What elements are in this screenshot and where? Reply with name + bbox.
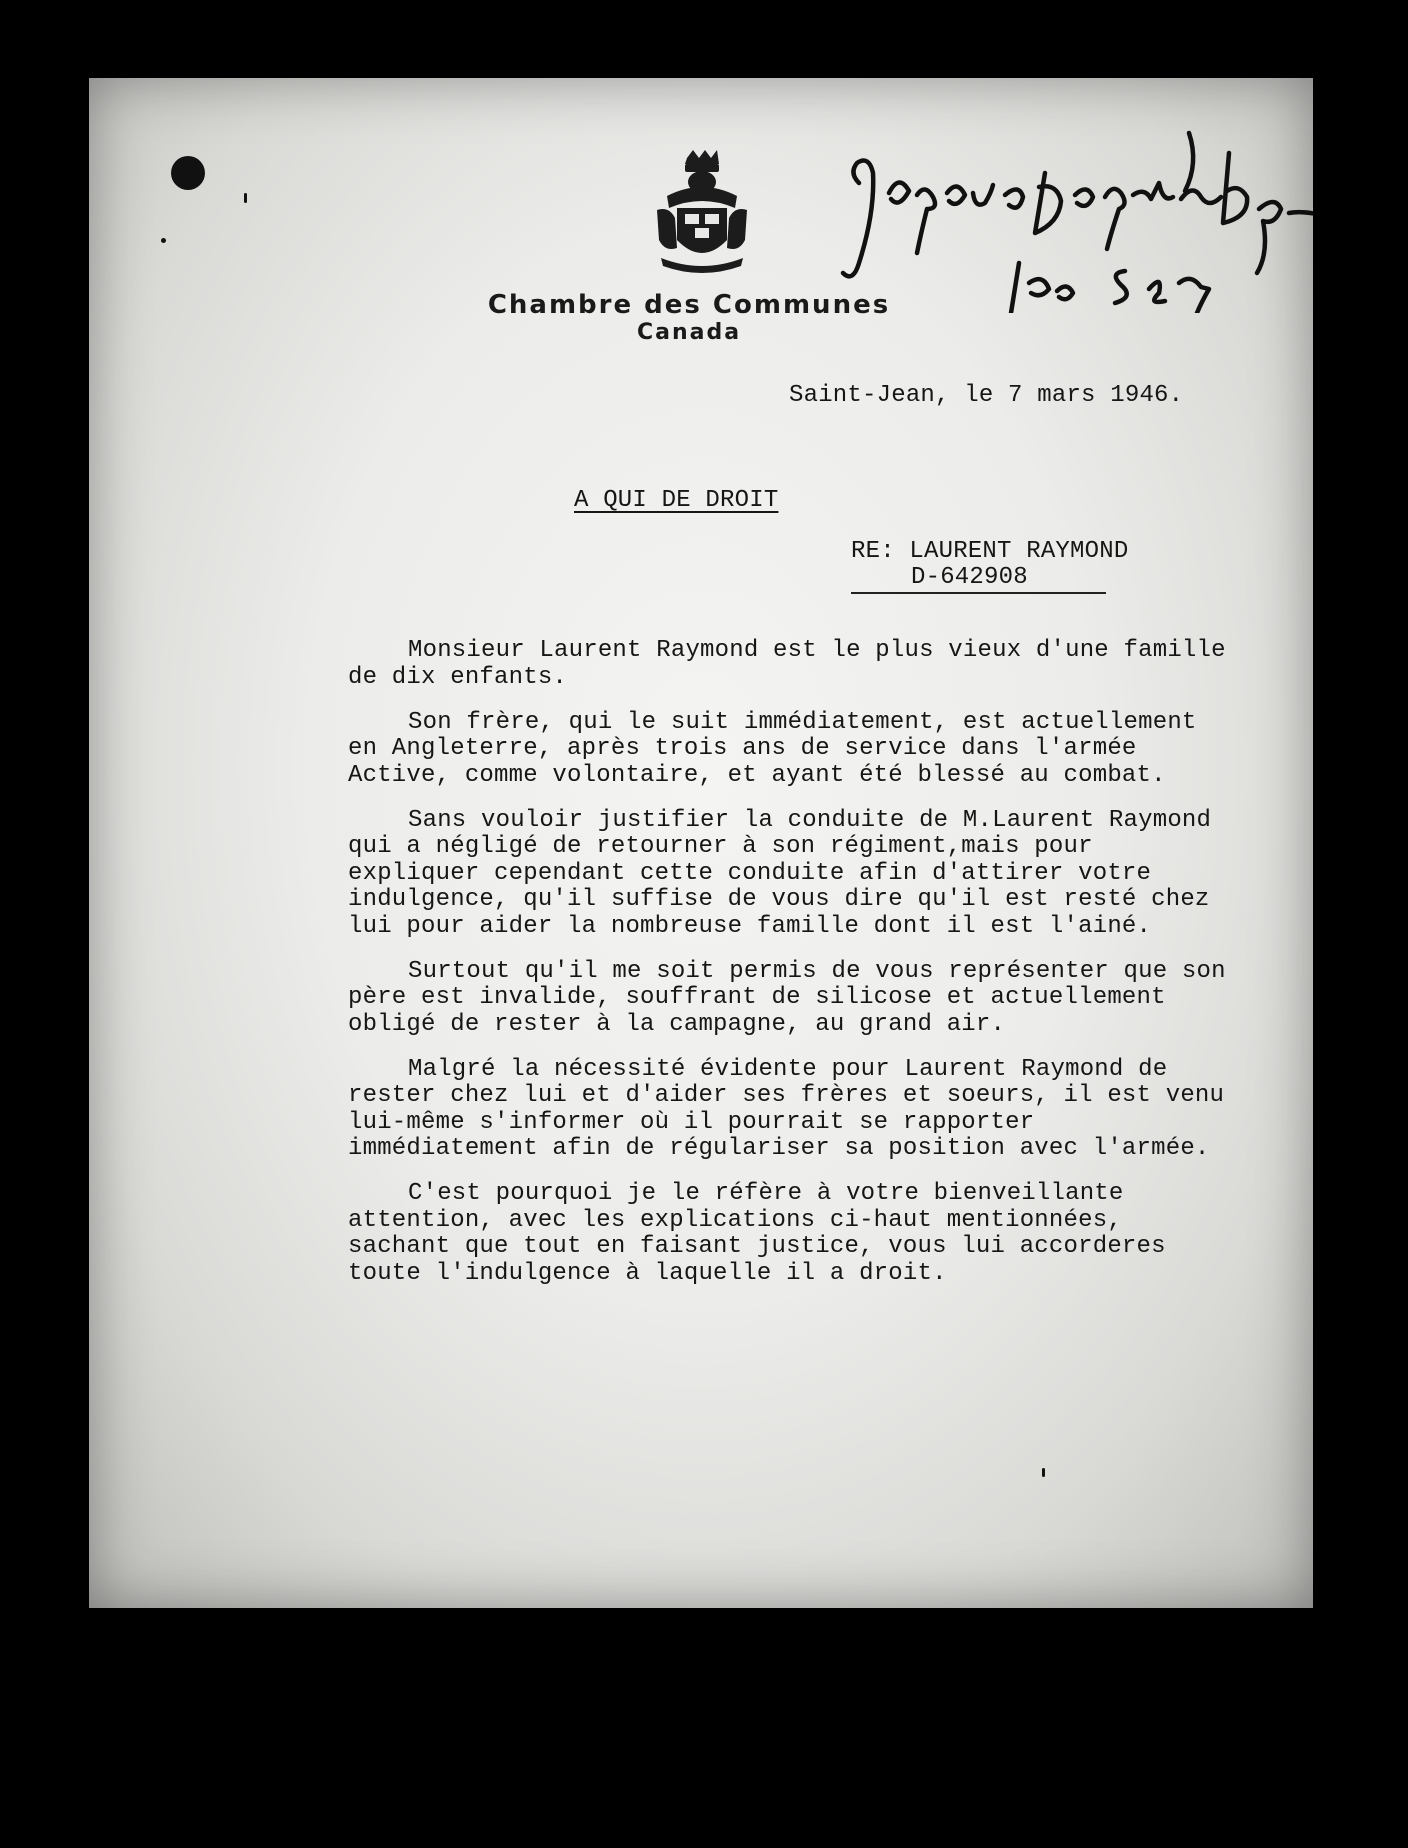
royal-coat-of-arms-icon [647,148,757,278]
letter-body [348,638,1228,1306]
letter-paragraph: Malgré la nécessité évidente pour Laurent Raymond de rester chez lui et d'aider ses frères et soeurs, il est venu lui-même s'informer où il pourrait se rapporter immédiatement afin de régulariser sa position avec l'armée. [348,1055,1225,1162]
reference-number: D-642908 [851,565,1106,594]
letter-paragraph: Son frère, qui le suit immédiatement, est actuellement en Angleterre, après trois ans de service dans l'armée Active, comme volontaire, et ayant été blessé au combat. [348,708,1197,789]
letter-paragraph: C'est pourquoi je le réfère à votre bienveillante attention, avec les explications ci-haut mentionnées, sachant que tout en faisant justice, vous lui accorderes toute l'indulgence à laquelle il a droit. [348,1180,1166,1287]
letter-paragraph: Monsieur Laurent Raymond est le plus vieux d'une famille de dix enfants. [348,637,1226,691]
letter-salutation: A QUI DE DROIT [574,487,779,514]
letter-paragraph: Sans vouloir justifier la conduite de M.Laurent Raymond qui a négligé de retourner à son régiment,mais pour expliquer cependant cette conduite afin d'attirer votre indulgence, qu'il suffise de vous dire qu'il est resté chez lui pour aider la nombreuse famille dont il est l'ainé. [348,806,1212,940]
handwritten-signature [829,113,1313,313]
letter-paragraph: Surtout qu'il me soit permis de vous représenter que son père est invalide, souffrant de silicose et actuellement obligé de rester à la campagne, au grand air. [348,957,1226,1038]
letter-page [89,78,1313,1608]
ink-speck [161,238,166,243]
ink-speck [1042,1468,1045,1477]
letterhead-organization: Chambre des Communes [487,290,891,320]
reference-line: RE: LAURENT RAYMOND [851,538,1129,565]
ink-blot [171,156,205,190]
letterhead-country: Canada [636,320,742,345]
ink-speck [244,193,247,203]
letter-date: Saint-Jean, le 7 mars 1946. [789,382,1184,409]
